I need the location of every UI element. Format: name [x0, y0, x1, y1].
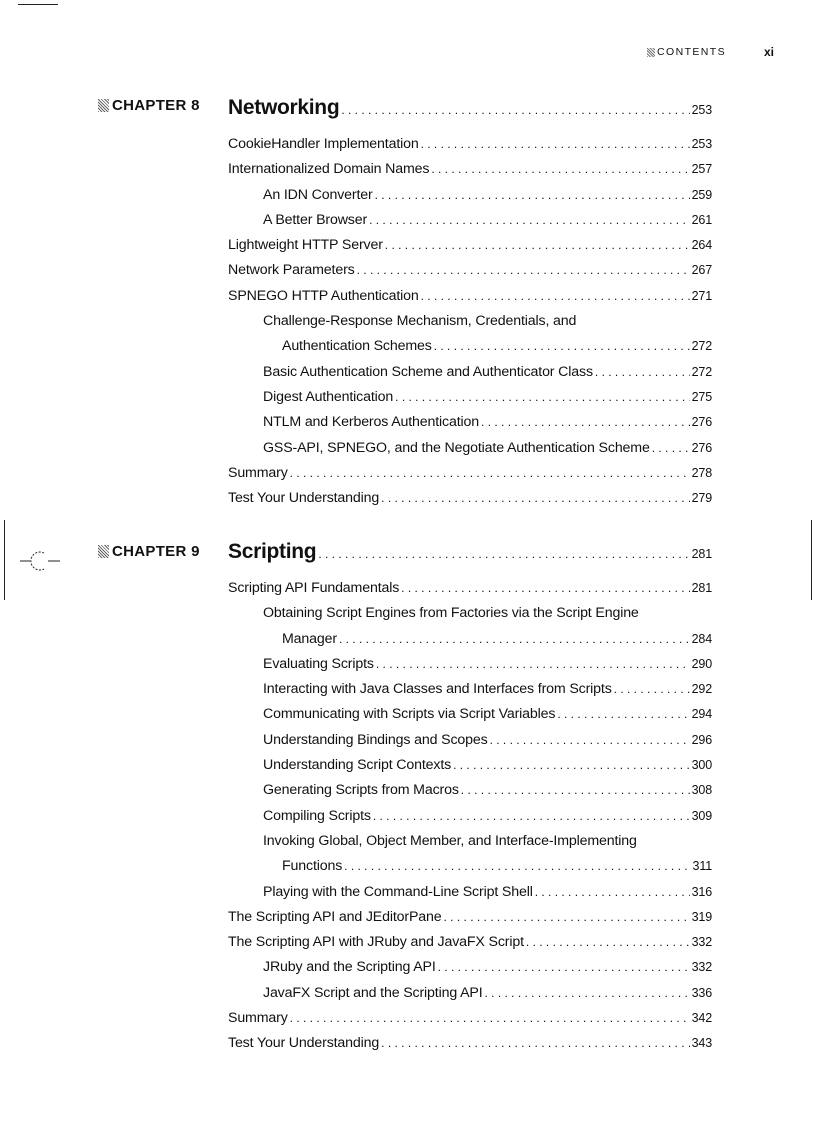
dot-leader: [461, 778, 690, 803]
dot-leader: [395, 385, 689, 410]
toc-entry[interactable]: [228, 728, 712, 753]
dot-leader: [385, 233, 690, 258]
dot-leader: [344, 854, 690, 879]
crop-mark-top-left: [18, 4, 58, 5]
toc-entry-page: 272: [691, 339, 712, 354]
entry-list: [228, 132, 712, 511]
toc-entry-page: 267: [691, 263, 712, 278]
toc-entry-text: Test Your Understanding: [228, 490, 380, 507]
dot-leader: [526, 930, 690, 955]
toc-entry-page: 264: [691, 238, 712, 253]
toc-entry-text: Interacting with Java Classes and Interfaces from Scripts: [263, 681, 612, 698]
toc-entry-text: Obtaining Script Engines from Factories via the Script Engine: [263, 605, 639, 622]
toc-entry-text: Network Parameters: [228, 262, 355, 279]
dot-leader: [290, 461, 690, 486]
dot-leader: [485, 981, 690, 1006]
chapter-title-row[interactable]: [228, 93, 712, 132]
toc-entry[interactable]: [228, 652, 712, 677]
toc-entry[interactable]: [228, 955, 712, 980]
toc-entry-text: Compiling Scripts: [263, 807, 371, 824]
chapter-label: [98, 543, 218, 560]
toc-entry-text: Basic Authentication Scheme and Authenticator Class: [263, 363, 593, 380]
dot-leader: [376, 652, 690, 677]
toc-entry-text: Generating Scripts from Macros: [263, 782, 459, 799]
toc-entry-page: 276: [691, 440, 712, 455]
toc-entry-page: 294: [691, 707, 712, 722]
toc-entry[interactable]: [228, 702, 712, 727]
dot-leader: [434, 334, 690, 359]
dot-leader: [401, 576, 689, 601]
toc-entry[interactable]: [228, 1006, 712, 1031]
toc-entry-text: Understanding Bindings and Scopes: [263, 731, 488, 748]
toc-entry-text: A Better Browser: [263, 211, 368, 228]
dot-leader: [453, 753, 690, 778]
toc-entry[interactable]: [228, 576, 712, 601]
toc-entry-page: 300: [691, 758, 712, 773]
toc-entry[interactable]: [228, 208, 712, 233]
dot-leader: [357, 258, 690, 283]
toc-entry-page: 292: [691, 682, 712, 697]
toc-entry[interactable]: [228, 854, 712, 879]
dot-leader: [438, 955, 690, 980]
chapter-title-row[interactable]: [228, 537, 712, 576]
toc-entry-text: The Scripting API with JRuby and JavaFX Script: [228, 934, 524, 951]
toc-entry-text: CookieHandler Implementation: [228, 136, 419, 152]
chapter-title-page: 281: [691, 547, 712, 561]
toc-entry[interactable]: [228, 930, 712, 955]
toc-entry[interactable]: [228, 309, 712, 334]
toc-entry[interactable]: [228, 284, 712, 309]
toc-entry[interactable]: [228, 334, 712, 359]
toc-entry-text: Test Your Understanding: [228, 1035, 380, 1052]
dot-leader: [444, 905, 690, 930]
chapter-label-text: CHAPTER 9: [112, 543, 200, 560]
toc-entry[interactable]: [228, 385, 712, 410]
dot-leader: [375, 183, 690, 208]
header-section: CONTENTS: [657, 46, 726, 58]
toc-entry-page: 271: [691, 288, 712, 303]
toc-entry[interactable]: [228, 880, 712, 905]
dot-leader: [535, 880, 690, 905]
toc-entry-text: Functions: [282, 858, 343, 875]
chapter-title: Scripting: [228, 540, 317, 563]
toc-entry-text: Challenge-Response Mechanism, Credentials, and: [263, 313, 577, 330]
toc-entry-text: Summary: [228, 464, 288, 481]
toc-entry-page: 311: [692, 859, 712, 874]
toc-entry[interactable]: [228, 1031, 712, 1056]
toc-entry-text: Digest Authentication: [263, 388, 394, 405]
toc-entry-text: GSS-API, SPNEGO, and the Negotiate Authentication Scheme: [263, 439, 650, 456]
header-marker-icon: [647, 48, 655, 57]
toc-entry[interactable]: [228, 981, 712, 1006]
toc-entry-page: 319: [691, 909, 712, 924]
toc-entry-page: 278: [691, 465, 712, 480]
toc-entry-text: Manager: [282, 630, 337, 647]
toc-entry[interactable]: [228, 233, 712, 258]
toc-entry[interactable]: [228, 436, 712, 461]
toc-entry[interactable]: [228, 157, 712, 182]
chapter-entries: [228, 93, 712, 511]
dot-leader: [490, 728, 690, 753]
toc-entry[interactable]: [228, 804, 712, 829]
dot-leader: [481, 410, 690, 435]
toc-entry-text: Understanding Script Contexts: [263, 757, 452, 774]
dot-leader: [369, 208, 690, 233]
crop-mark-right: [811, 520, 812, 600]
toc-entry-page: 275: [691, 389, 712, 404]
toc-entry-text: JRuby and the Scripting API: [263, 959, 436, 976]
toc-entry[interactable]: [228, 486, 712, 511]
toc-entry-page: 261: [691, 212, 712, 227]
toc-entry-page: 259: [691, 187, 712, 202]
toc-entry-text: Evaluating Scripts: [263, 655, 374, 672]
toc-entry[interactable]: [228, 829, 712, 854]
toc-entry-text: NTLM and Kerberos Authentication: [263, 414, 480, 431]
dot-leader: [318, 539, 689, 569]
toc-entry-page: 276: [691, 415, 712, 430]
toc-entry[interactable]: [228, 677, 712, 702]
toc-entry[interactable]: [228, 627, 712, 652]
dot-leader: [431, 157, 689, 182]
registration-mark-icon: [18, 547, 62, 577]
toc-entry[interactable]: [228, 132, 712, 157]
toc-entry-page: 343: [691, 1036, 712, 1051]
toc-entry-text: Playing with the Command-Line Script Shell: [263, 883, 533, 900]
toc-entry-page: 281: [691, 581, 712, 595]
toc-entry-text: An IDN Converter: [263, 186, 373, 203]
toc-entry-page: 253: [691, 137, 712, 151]
chapter-marker-icon: [98, 545, 109, 558]
toc-entry-text: JavaFX Script and the Scripting API: [263, 984, 483, 1001]
toc-entry[interactable]: [228, 905, 712, 930]
toc-entry-page: 308: [691, 783, 712, 798]
dot-leader: [373, 804, 690, 829]
toc-entry[interactable]: [228, 410, 712, 435]
toc-entry-page: 296: [691, 732, 712, 747]
dot-leader: [421, 132, 690, 157]
running-header: [560, 44, 774, 60]
toc-entry-page: 257: [691, 162, 712, 177]
toc-entry-page: 336: [691, 985, 712, 1000]
dot-leader: [595, 360, 690, 385]
toc-entry-page: 316: [691, 884, 712, 899]
entry-list: [228, 576, 712, 1057]
toc-entry[interactable]: [228, 461, 712, 486]
toc-entry-page: 332: [691, 935, 712, 950]
dot-leader: [290, 1006, 690, 1031]
dot-leader: [652, 436, 690, 461]
dot-leader: [341, 95, 689, 125]
chapter-label: [98, 97, 218, 114]
toc-entry-text: Internationalized Domain Names: [228, 161, 430, 178]
toc-entry-text: Invoking Global, Object Member, and Interface-Implementing: [263, 832, 637, 849]
toc-entry-page: 284: [691, 631, 712, 646]
chapter-title-page: 253: [691, 103, 712, 117]
dot-leader: [381, 1031, 689, 1056]
chapter-marker-icon: [98, 99, 109, 112]
dot-leader: [421, 284, 690, 309]
dot-leader: [339, 627, 690, 652]
toc-entry[interactable]: [228, 258, 712, 283]
header-page-number: xi: [763, 45, 774, 59]
toc-entry-page: 342: [691, 1011, 712, 1026]
toc-entry-page: 272: [691, 364, 712, 379]
toc-entry-page: 279: [691, 491, 712, 506]
toc-entry-text: Scripting API Fundamentals: [228, 580, 400, 596]
toc-entry[interactable]: [228, 601, 712, 626]
toc-entry[interactable]: [228, 778, 712, 803]
toc-entry-page: 290: [691, 656, 712, 671]
toc-entry-text: The Scripting API and JEditorPane: [228, 908, 442, 925]
toc-entry-text: Lightweight HTTP Server: [228, 237, 383, 254]
toc-entry-text: SPNEGO HTTP Authentication: [228, 287, 419, 304]
chapter-label-text: CHAPTER 8: [112, 97, 200, 114]
dot-leader: [614, 677, 690, 702]
toc-entry-page: 332: [691, 960, 712, 975]
toc-entry-text: Communicating with Scripts via Script Variables: [263, 706, 556, 723]
toc-entry-text: Authentication Schemes: [282, 338, 432, 355]
chapter-entries: [228, 537, 712, 1057]
toc-entry[interactable]: [228, 183, 712, 208]
dot-leader: [557, 702, 689, 727]
toc-entry-text: Summary: [228, 1010, 288, 1027]
crop-mark-left-top: [4, 520, 5, 600]
dot-leader: [381, 486, 689, 511]
toc-entry-page: 309: [691, 808, 712, 823]
toc-entry[interactable]: [228, 753, 712, 778]
chapter-title: Networking: [228, 96, 340, 119]
toc-entry[interactable]: [228, 360, 712, 385]
